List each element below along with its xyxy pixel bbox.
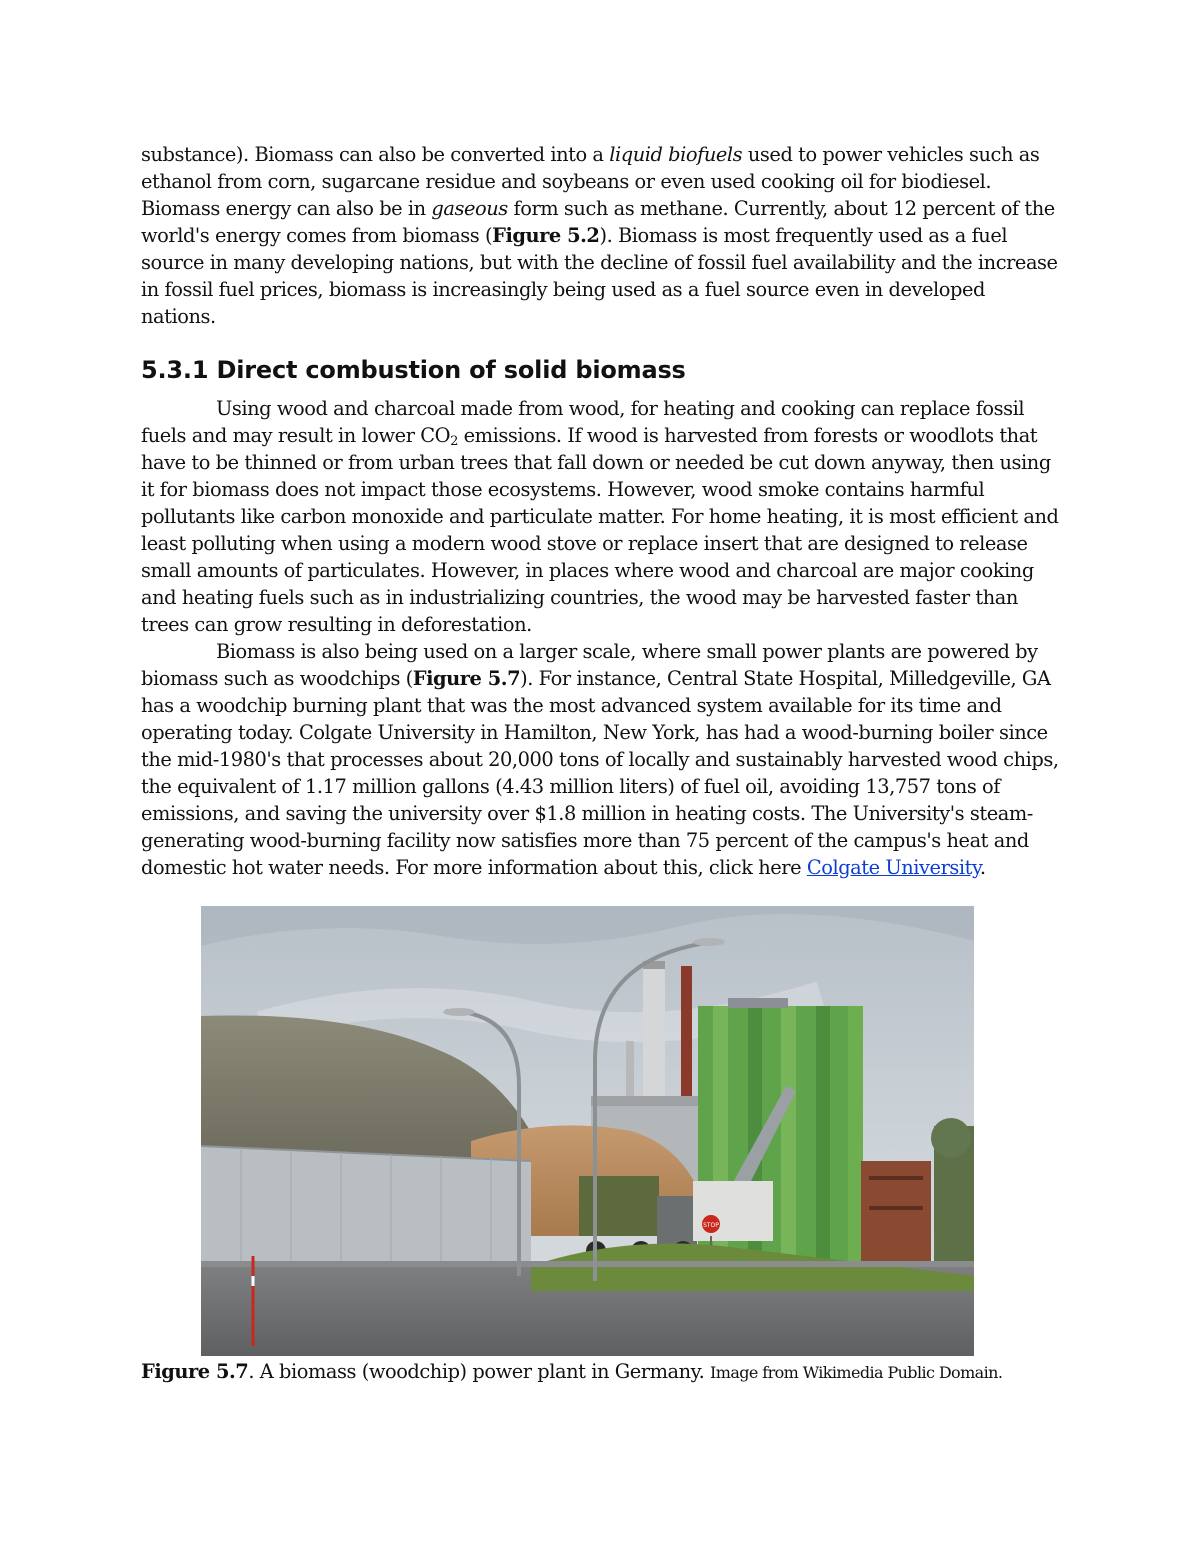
grey-building-roof: [591, 1096, 701, 1106]
intro-text-1: substance). Biomass can also be converted into a: [141, 143, 610, 166]
p2-text-3: .: [979, 856, 986, 879]
tower-stripe: [848, 1006, 863, 1276]
section-paragraph-2: [141, 638, 1061, 881]
section-body: [141, 395, 1061, 881]
p1-text-1: Using wood and charcoal made from wood, for heating and cooking can replace fossil fuels and may result in lower CO: [141, 397, 1025, 447]
concrete-wall: [201, 1146, 531, 1266]
curb: [201, 1261, 974, 1267]
p2-text-2: ). For instance, Central State Hospital, Milledgeville, GA has a woodchip burning plant that was the most advanced system available for its time and operating today. Colgate University in Hamilton, New York, has had a wood-burning boiler since the mid-1980's that processes about 20,000 tons of locally and sustainably harvested wood chips, the equivalent of 1.17 million gallons (4.43 million liters) of fuel oil, avoiding 13,757 tons of emissions, and saving the university over $1.8 million in heating costs. The University's steam-generating wood-burning facility now satisfies more than 75 percent of the campus's heat and domestic hot water needs. For more information about this, click here: [141, 667, 1059, 879]
tower-stripe: [816, 1006, 830, 1276]
tree-canopy: [931, 1118, 971, 1158]
figure-biomass-power-plant-photo: [201, 906, 974, 1356]
brick-building-band: [869, 1176, 923, 1180]
intro-text-2: used to power vehicles such as ethanol from corn, sugarcane residue and soybeans or even used cooking oil for biodiesel. Biomass energy can also be in: [141, 143, 1040, 220]
brick-building-band: [869, 1206, 923, 1210]
figure-caption-text: . A biomass (woodchip) power plant in Germany.: [248, 1360, 711, 1383]
co2-subscript: 2: [450, 434, 458, 449]
power-plant-illustration: [201, 906, 974, 1356]
brick-chimney: [681, 966, 692, 1116]
colgate-university-link[interactable]: Colgate University: [806, 856, 980, 879]
gatehouse: [693, 1181, 773, 1241]
tower-stripe: [781, 1006, 796, 1276]
intro-paragraph: [141, 141, 1061, 330]
figure-reference: Figure 5.7: [412, 667, 521, 690]
figure-credit: Image from Wikimedia Public Domain.: [710, 1363, 1003, 1382]
intro-paragraph-block: [141, 141, 1061, 330]
truck-container: [579, 1176, 659, 1236]
figure-label: Figure 5.7: [141, 1360, 249, 1383]
term-gaseous: gaseous: [431, 197, 508, 220]
section-heading: 5.3.1 Direct combustion of solid biomass: [141, 356, 686, 384]
intro-text-4: ). Biomass is most frequently used as a fuel source in many developing nations, but with the decline of fossil fuel availability and the increase in fossil fuel prices, biomass is increasingly being used as a fuel source even in developed nations.: [141, 224, 1058, 328]
figure-reference: Figure 5.2: [492, 224, 600, 247]
term-liquid-biofuels: liquid biofuels: [609, 143, 743, 166]
street-lamp-head: [693, 938, 725, 946]
intro-text-3: form such as methane. Currently, about 12 percent of the world's energy comes from biomass (: [141, 197, 1055, 247]
tower-roof-unit: [728, 998, 788, 1008]
truck-cab: [657, 1196, 697, 1251]
street-lamp-head: [443, 1008, 475, 1016]
section-paragraph-1: [141, 395, 1061, 638]
p1-text-2: emissions. If wood is harvested from forests or woodlots that have to be thinned or from urban trees that fall down or needed be cut down anyway, then using it for biomass does not impact those ecosystems. However, wood smoke contains harmful pollutants like carbon monoxide and particulate matter. For home heating, it is most efficient and least polluting when using a modern wood stove or replace insert that are designed to release small amounts of particulates. However, in places where wood and charcoal are major cooking and heating fuels such as in industrializing countries, the wood may be harvested faster than trees can grow resulting in deforestation.: [141, 424, 1059, 636]
stop-sign-text: STOP: [703, 1222, 719, 1229]
p2-text-1: Biomass is also being used on a larger scale, where small power plants are powered by biomass such as woodchips (: [141, 640, 1038, 690]
figure-caption: [141, 1360, 1002, 1383]
